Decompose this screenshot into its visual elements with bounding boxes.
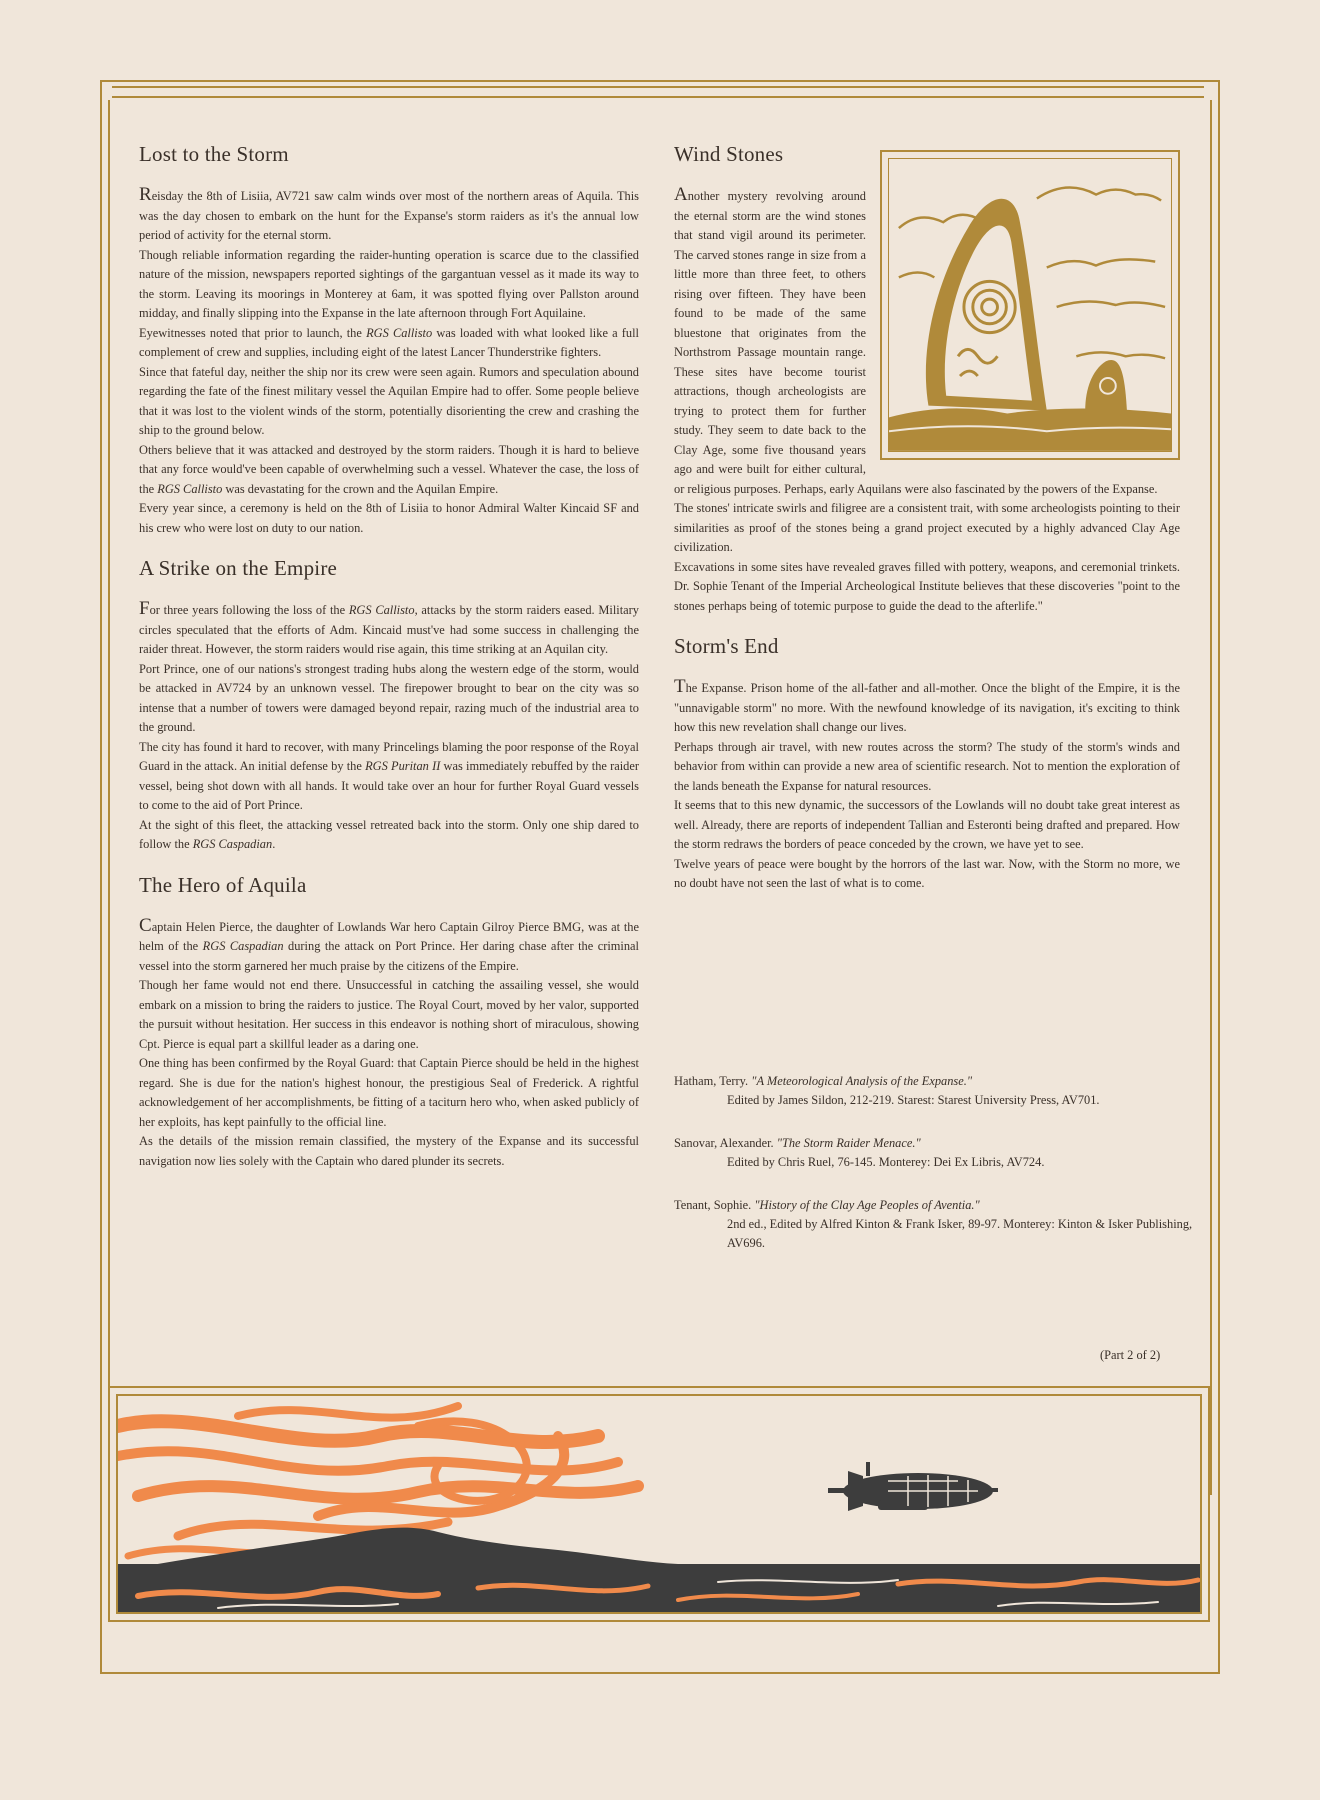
section-wind-stones bbox=[674, 142, 1180, 616]
ship-name: RGS Caspadian bbox=[192, 837, 273, 851]
paragraph: Excavations in some sites have revealed graves filled with pottery, weapons, and ceremonial trinkets. Dr. Sophie Tenant of the Imperial Archeological Institute believes that these discoveries "point to the stones perhaps being of totemic purpose to guide the dead to the afterlife." bbox=[674, 559, 1180, 613]
storm-airship-image bbox=[118, 1396, 1202, 1614]
ref-title: "The Storm Raider Menace." bbox=[776, 1136, 921, 1150]
section-title: Storm's End bbox=[674, 634, 779, 658]
section-title: A Strike on the Empire bbox=[139, 556, 338, 580]
paragraph: The Expanse. Prison home of the all-father and all-mother. Once the blight of the Empire, it is the "unnavigable storm" no more. With the newfound knowledge of its navigation, it's exciting to think how this new revelation shall change our lives. bbox=[674, 676, 1180, 734]
paragraph: At the sight of this fleet, the attacking vessel retreated back into the storm. Only one ship dared to follow the RGS Caspadian. bbox=[139, 817, 639, 851]
paragraph: The city has found it hard to recover, with many Princelings blaming the poor response of the Royal Guard in the attack. An initial defense by the RGS Puritan II was immediately rebuffed by the raider vessel, being shot down with all hands. It would take over an hour for further Royal Guard vessels to come to the aid of Port Prince. bbox=[139, 739, 639, 812]
paragraph: Though reliable information regarding the raider-hunting operation is scarce due to the classified nature of the mission, newspapers reported sightings of the gargantuan vessel as it made its way to the storm. Leaving its moorings in Monterey at 6am, it was spotted flying over Pallston around midday, and finally slipping into the Expanse in the late afternoon through Fort Aquilaine. bbox=[139, 247, 639, 320]
banner-illustration bbox=[116, 1394, 1202, 1614]
paragraph: Captain Helen Pierce, the daughter of Lowlands War hero Captain Gilroy Pierce BMG, was at the helm of the RGS Caspadian during the attack on Port Prince. Her daring chase after the criminal vessel into the storm garnered her much praise by the citizens of the Empire. bbox=[139, 914, 639, 973]
section-storms-end bbox=[674, 634, 1180, 894]
paragraph: Twelve years of peace were bought by the horrors of the last war. Now, with the Storm no more, we no doubt have not seen the last of what is to come. bbox=[674, 856, 1180, 890]
ship-name: RGS Puritan II bbox=[365, 759, 441, 773]
ship-name: RGS Callisto bbox=[157, 481, 223, 496]
part-indicator: (Part 2 of 2) bbox=[1100, 1348, 1161, 1362]
wind-stone-illustration bbox=[880, 150, 1180, 460]
right-column bbox=[674, 142, 1180, 912]
ref-author: Tenant, Sophie. bbox=[674, 1198, 752, 1212]
ship-name: RGS Callisto bbox=[366, 325, 433, 340]
ref-author: Sanovar, Alexander. bbox=[674, 1136, 774, 1150]
paragraph: Since that fateful day, neither the ship nor its crew were seen again. Rumors and speculation abound regarding the fate of the finest military vessel the Aquilan Empire had to offer. Some people believe that it was lost to the violent winds of the storm, potentially disorienting the crew and crashing the ship to the ground below. bbox=[139, 364, 639, 437]
paragraph: One thing has been confirmed by the Royal Guard: that Captain Pierce should be held in the highest regard. She is due for the nation's highest honour, the prestigious Seal of Frederick. A rightful acknowledgement of her accomplishments, be fitting of a taciturn hero who, when asked publicly of her exploits, has kept painfully to the official line. bbox=[139, 1056, 639, 1129]
section-lost-to-the-storm bbox=[139, 142, 639, 538]
section-strike-on-the-empire bbox=[139, 556, 639, 855]
section-title: Wind Stones bbox=[674, 142, 784, 166]
reference-item bbox=[674, 1072, 1194, 1110]
paragraph: As the details of the mission remain classified, the mystery of the Expanse and its successful navigation now lies solely with the Captain who dared plunder its secrets. bbox=[139, 1134, 639, 1168]
paragraph: Perhaps through air travel, with new routes across the storm? The study of the storm's winds and behavior from within can provide a new area of scientific research. Not to mention the exploration of the lands beneath the Expanse for natural resources. bbox=[674, 739, 1180, 793]
ship-name: RGS Callisto bbox=[348, 603, 415, 617]
paragraph: Eyewitnesses noted that prior to launch, the RGS Callisto was loaded with what looked like a full complement of crew and supplies, including eight of the latest Lancer Thunderstrike fighters. bbox=[139, 325, 639, 359]
ref-details: 2nd ed., Edited by Alfred Kinton & Frank Isker, 89-97. Monterey: Kinton & Isker Publishing, AV696. bbox=[727, 1217, 1193, 1250]
ref-details: Edited by Chris Ruel, 76-145. Monterey: Dei Ex Libris, AV724. bbox=[727, 1155, 1045, 1169]
paragraph: Every year since, a ceremony is held on the 8th of Lisiia to honor Admiral Walter Kincaid SF and his crew who were lost on duty to our nation. bbox=[139, 501, 639, 535]
left-column bbox=[139, 142, 639, 1189]
paragraph: Another mystery revolving around the eternal storm are the wind stones that stand vigil around its perimeter. The carved stones range in size from a little more than three feet, to others rising over fifteen. They have been found to be made of the same bluestone that originates from the Northstrom Passage mountain range. These sites have become tourist attractions, though archeologists are trying to protect them for further study. They seem to date back to the Clay Age, some five thousand years ago and were built for either cultural, or religious purposes. Perhaps, early Aquilans were also fascinated by the powers of the Expanse. bbox=[674, 184, 1158, 496]
airship bbox=[828, 1462, 998, 1511]
paragraph: Others believe that it was attacked and destroyed by the storm raiders. Though it is hard to believe that any force would've been capable of overwhelming such a vessel. Whatever the case, the loss of the RGS Callisto was devastating for the crown and the Aquilan Empire. bbox=[139, 442, 639, 496]
paragraph: For three years following the loss of the RGS Callisto, attacks by the storm raiders eased. Military circles speculated that the efforts of Adm. Kincaid must've had some success in challenging the raider threat. However, the storm raiders would rise again, this time striking at an Aquilan city. bbox=[139, 598, 639, 656]
section-hero-of-aquila bbox=[139, 873, 639, 1172]
ref-author: Hatham, Terry. bbox=[674, 1074, 749, 1088]
ref-title: "A Meteorological Analysis of the Expanse." bbox=[751, 1074, 973, 1088]
ship-name: RGS Caspadian bbox=[202, 939, 284, 953]
reference-item bbox=[674, 1196, 1194, 1253]
wind-stone-image bbox=[888, 158, 1172, 452]
paragraph: Though her fame would not end there. Unsuccessful in catching the assailing vessel, she would embark on a mission to bring the raiders to justice. The Royal Court, moved by her valor, supported the pursuit without hesitation. Her success in this endeavor is nothing short of miraculous, showing Cpt. Pierce is equal part a skillful leader as a daring one. bbox=[139, 978, 639, 1051]
ref-details: Edited by James Sildon, 212-219. Starest: Starest University Press, AV701. bbox=[727, 1093, 1100, 1107]
section-title: The Hero of Aquila bbox=[139, 872, 307, 897]
paragraph: Reisday the 8th of Lisiia, AV721 saw calm winds over most of the northern areas of Aquila. This was the day chosen to embark on the hunt for the Expanse's storm raiders as it's the annual low period of activity for the eternal storm. bbox=[139, 184, 639, 242]
reference-item bbox=[674, 1134, 1194, 1172]
references bbox=[674, 1072, 1194, 1277]
paragraph: Port Prince, one of our nations's strongest trading hubs along the western edge of the storm, would be attacked in AV724 by an unknown vessel. The firepower brought to bear on the city was so intense that a number of towers were damaged beyond repair, razing much of the industrial area to the ground. bbox=[139, 661, 639, 734]
paragraph: It seems that to this new dynamic, the successors of the Lowlands will no doubt take great interest as well. Already, there are reports of independent Tallian and Esteronti being drafted and prepared. How the storm redraws the borders of peace conceded by the crown, we have yet to see. bbox=[674, 798, 1180, 851]
paragraph: The stones' intricate swirls and filigree are a consistent trait, with some archeologists pointing to their similarities as proof of the stones being a grand project executed by a highly advanced Clay Age civilization. bbox=[674, 501, 1180, 554]
storm-banner bbox=[108, 1386, 1210, 1622]
ref-title: "History of the Clay Age Peoples of Aventia." bbox=[754, 1198, 980, 1212]
section-title: Lost to the Storm bbox=[139, 142, 289, 166]
